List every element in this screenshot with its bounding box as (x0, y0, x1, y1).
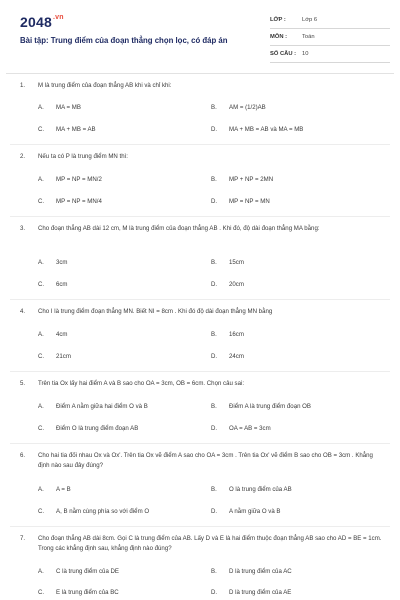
question-divider (10, 443, 390, 444)
option-label: B. (211, 104, 217, 111)
option-text: A, B nằm cùng phía so với điểm O (56, 508, 150, 515)
option-text: A = B (56, 486, 71, 493)
option-label: C. (38, 126, 45, 133)
question-number: 6. (20, 452, 26, 459)
question-text: M là trung điểm của đoạn thẳng AB khi và chỉ khi: (38, 82, 172, 89)
option-text: 16cm (229, 331, 244, 338)
option-label: D. (211, 126, 218, 133)
option-label: C. (38, 198, 45, 205)
question-divider (10, 216, 390, 217)
document-header (20, 14, 388, 72)
option-text: MA = MB (56, 104, 81, 111)
option-label: B. (211, 568, 217, 575)
option-text: OA = AB = 3cm (229, 425, 271, 432)
option-label: D. (211, 353, 218, 360)
option-label: C. (38, 508, 45, 515)
document-meta (270, 14, 390, 65)
option-text: 20cm (229, 281, 244, 288)
option-label: D. (211, 589, 218, 596)
question-number: 3. (20, 225, 26, 232)
option-text: 4cm (56, 331, 68, 338)
option-text: Điểm A nằm giữa hai điểm O và B (56, 403, 148, 410)
question-number: 2. (20, 153, 26, 160)
option-text: 6cm (56, 281, 68, 288)
question-divider (10, 526, 390, 527)
option-text: C là trung điểm của DE (56, 568, 119, 575)
question-divider (10, 299, 390, 300)
meta-key: MÔN : (270, 34, 288, 40)
option-text: MA + MB = AB (56, 126, 96, 133)
question-divider (10, 144, 390, 145)
option-text: 24cm (229, 353, 244, 360)
option-label: A. (38, 259, 44, 266)
option-text: MP + NP = 2MN (229, 176, 274, 183)
meta-row-class (270, 14, 390, 29)
option-text: 21cm (56, 353, 71, 360)
logo-text: 2048 (20, 14, 52, 30)
question-number: 1. (20, 82, 26, 89)
option-label: C. (38, 353, 45, 360)
option-text: Điểm A là trung điểm đoạn OB (229, 403, 311, 410)
option-label: A. (38, 403, 44, 410)
option-text: O là trung điểm của AB (229, 486, 292, 493)
option-label: B. (211, 331, 217, 338)
option-label: C. (38, 425, 45, 432)
question-text: Cho đoạn thẳng AB dài 12 cm, M là trung điểm của đoạn thẳng AB . Khi đó, độ dài đoạn thẳng MA bằng: (38, 225, 320, 232)
option-label: B. (211, 403, 217, 410)
option-text: Điểm O là trung điểm đoạn AB (56, 425, 139, 432)
option-label: B. (211, 176, 217, 183)
question-number: 7. (20, 535, 26, 542)
option-label: A. (38, 176, 44, 183)
option-text: 15cm (229, 259, 244, 266)
option-label: C. (38, 281, 45, 288)
question-number: 5. (20, 380, 26, 387)
option-text: A nằm giữa O và B (229, 508, 281, 515)
question-text: Cho đoạn thẳng AB dài 8cm. Gọi C là trung điểm của AB. Lấy D và E là hai điểm thuộc đoạn thẳng AB sao cho AD = BE = 1cm. Trong các khẳng định sau, khẳng định nào đúng? (38, 535, 382, 552)
option-label: D. (211, 198, 218, 205)
option-label: B. (211, 259, 217, 266)
option-text: MA + MB = AB và MA = MB (229, 126, 304, 133)
logo-suffix: .vn (52, 14, 64, 21)
meta-key: SỐ CÂU : (270, 51, 297, 57)
question-text: Cho hai tia đối nhau Ox và Ox'. Trên tia Ox vẽ điểm A sao cho OA = 3cm . Trên tia Ox' vẽ điểm B sao cho OB = 3cm . Khẳng định nào sau đây đúng? (38, 452, 373, 469)
question-number: 4. (20, 308, 26, 315)
option-label: A. (38, 331, 44, 338)
option-label: B. (211, 486, 217, 493)
option-label: D. (211, 425, 218, 432)
option-label: A. (38, 104, 44, 111)
document-title: Bài tập: Trung điểm của đoạn thẳng chọn lọc, có đáp án (20, 36, 228, 45)
question-text: Trên tia Ox lấy hai điểm A và B sao cho OA = 3cm, OB = 6cm. Chọn câu sai: (38, 380, 245, 387)
option-label: A. (38, 568, 44, 575)
option-text: E là trung điểm của BC (56, 589, 119, 596)
option-text: D là trung điểm của AE (229, 589, 292, 596)
option-text: MP = NP = MN/4 (56, 198, 102, 205)
question-text: Nếu ta có P là trung điểm MN thì: (38, 153, 128, 160)
question-divider (10, 371, 390, 372)
option-label: A. (38, 486, 44, 493)
meta-row-subject (270, 31, 390, 46)
option-label: C. (38, 589, 45, 596)
option-text: D là trung điểm của AC (229, 568, 292, 575)
option-label: D. (211, 281, 218, 288)
meta-value: Lớp 6 (302, 17, 318, 23)
meta-value: 10 (302, 51, 309, 57)
option-text: AM = (1/2)AB (229, 104, 266, 111)
option-text: MP = NP = MN (229, 198, 270, 205)
header-divider (6, 73, 394, 74)
option-label: D. (211, 508, 218, 515)
meta-value: Toán (302, 34, 315, 40)
question-text: Cho I là trung điểm đoạn thẳng MN. Biết NI = 8cm . Khi đó độ dài đoạn thẳng MN bằng (38, 308, 273, 315)
site-logo[interactable] (20, 14, 64, 30)
option-text: MP = NP = MN/2 (56, 176, 102, 183)
meta-key: LỚP : (270, 17, 286, 23)
option-text: 3cm (56, 259, 68, 266)
meta-row-count (270, 48, 390, 63)
